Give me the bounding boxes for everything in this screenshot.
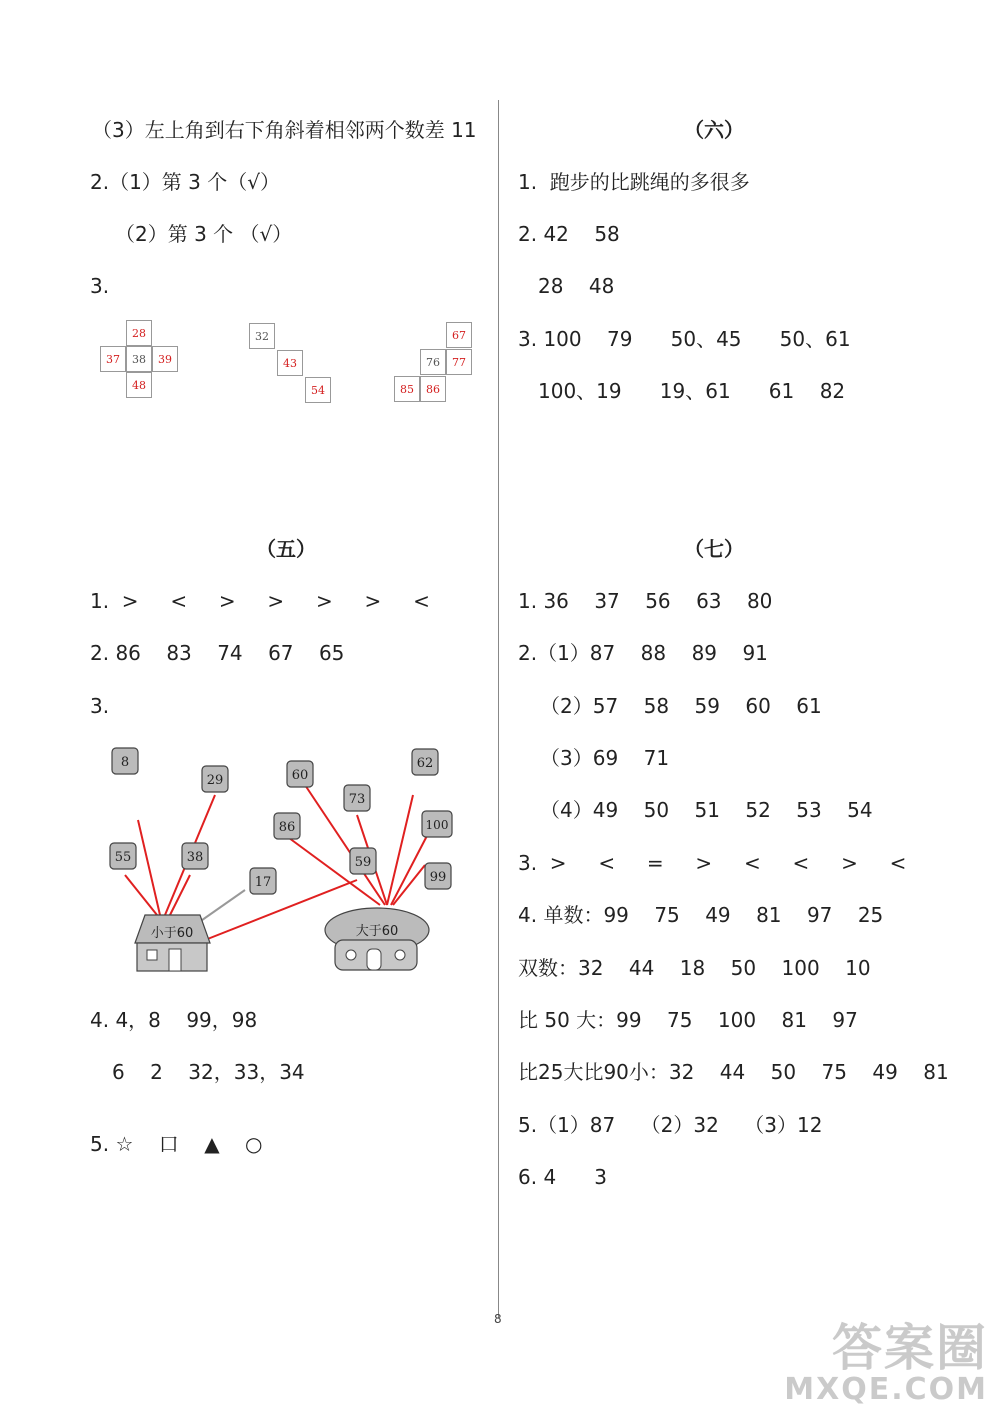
s7-q6: 6. 4 3 xyxy=(518,1165,608,1189)
character-number: 73 xyxy=(348,792,366,807)
character-number: 62 xyxy=(416,756,434,771)
s5-q2: 2. 86 83 74 67 65 xyxy=(90,641,345,665)
watermark-text: 答案圈 xyxy=(832,1319,988,1377)
grid-cell: 43 xyxy=(277,350,303,376)
watermark-url: MXQE.COM xyxy=(784,1372,988,1407)
s6-q1: 1. 跑步的比跳绳的多很多 xyxy=(518,170,750,194)
number-character xyxy=(350,848,376,874)
s6-q3-a: 3. 100 79 50、45 50、61 xyxy=(518,327,851,351)
s7-q4-even: 双数：32 44 18 50 100 10 xyxy=(518,956,871,980)
watermark xyxy=(784,1319,988,1407)
number-grid-cross xyxy=(98,320,188,402)
grid-cell: 37 xyxy=(100,346,126,372)
house-less-than-60 xyxy=(135,915,210,971)
character-number: 55 xyxy=(114,850,132,865)
character-number: 59 xyxy=(354,855,372,870)
character-number: 100 xyxy=(425,818,449,832)
s7-q2-1: 2.（1）87 88 89 91 xyxy=(518,641,768,665)
column-divider xyxy=(498,100,499,1318)
sorting-illustration xyxy=(95,735,475,975)
number-character xyxy=(344,785,370,811)
number-character xyxy=(110,843,136,869)
link-line xyxy=(195,890,245,925)
number-character xyxy=(112,748,138,774)
s5-q5: 5. ☆ 口 ▲ ○ xyxy=(90,1132,263,1156)
s7-q1: 1. 36 37 56 63 80 xyxy=(518,589,773,613)
s6-q3-b: 100、19 19、61 61 82 xyxy=(538,379,846,403)
s7-q2-4: （4）49 50 51 52 53 54 xyxy=(540,798,873,822)
section-6-heading: （六） xyxy=(684,118,744,142)
grid-cell: 76 xyxy=(420,349,446,375)
s5-q3-label: 3. xyxy=(90,694,110,718)
s7-q2-3: （3）69 71 xyxy=(540,746,670,770)
house-label: 小于60 xyxy=(150,926,194,941)
number-character xyxy=(287,761,313,787)
s7-q4-gt50: 比 50 大：99 75 100 81 97 xyxy=(518,1008,858,1032)
s5-q4-a: 4. 4，8 99，98 xyxy=(90,1008,258,1032)
s7-q2-2: （2）57 58 59 60 61 xyxy=(540,694,822,718)
page-number: 8 xyxy=(494,1312,502,1326)
s6-q2-b: 28 48 xyxy=(538,274,615,298)
number-character xyxy=(274,813,300,839)
section-7-heading: （七） xyxy=(684,537,744,561)
s5-q1: 1. > < > > > > < xyxy=(90,589,430,613)
grid-cell: 67 xyxy=(446,322,472,348)
s7-q4-odd: 4. 单数：99 75 49 81 97 25 xyxy=(518,903,884,927)
s6-q2-a: 2. 42 58 xyxy=(518,222,620,246)
number-grid-diagonal xyxy=(249,323,333,407)
character-number: 8 xyxy=(120,755,130,770)
number-character xyxy=(422,811,452,837)
number-character xyxy=(412,749,438,775)
character-number: 17 xyxy=(254,875,272,890)
s7-q3: 3. > < = > < < > < xyxy=(518,851,907,875)
s5-q4-b: 6 2 32，33，34 xyxy=(112,1060,305,1084)
grid-cell: 86 xyxy=(420,376,446,402)
number-grid-stair xyxy=(393,322,477,406)
grid-cell: 39 xyxy=(152,346,178,372)
answer-line-3: （3）左上角到右下角斜着相邻两个数差 11 xyxy=(92,118,477,142)
character-number: 86 xyxy=(278,820,296,835)
s7-q4-range: 比25大比90小：32 44 50 75 49 81 xyxy=(518,1060,949,1084)
character-number: 38 xyxy=(186,850,204,865)
number-character xyxy=(202,766,228,792)
section-5-heading: （五） xyxy=(256,537,316,561)
house-label: 大于60 xyxy=(355,924,399,939)
grid-cell: 48 xyxy=(126,372,152,398)
character-number: 60 xyxy=(291,768,309,783)
number-character xyxy=(425,863,451,889)
answer-q2-2: （2）第 3 个 （√） xyxy=(115,222,293,246)
character-number: 99 xyxy=(429,870,447,885)
answer-q2-1: 2.（1）第 3 个（√） xyxy=(90,170,280,194)
number-character xyxy=(182,843,208,869)
answer-q3-label: 3. xyxy=(90,274,110,298)
character-number: 29 xyxy=(206,773,224,788)
link-line xyxy=(138,820,160,915)
grid-cell: 32 xyxy=(249,323,275,349)
house-greater-than-60 xyxy=(325,908,429,970)
grid-cell: 85 xyxy=(394,376,420,402)
s7-q5: 5.（1）87 （2）32 （3）12 xyxy=(518,1113,823,1137)
number-character xyxy=(250,868,276,894)
grid-cell: 54 xyxy=(305,377,331,403)
grid-cell: 38 xyxy=(126,346,152,372)
grid-cell: 28 xyxy=(126,320,152,346)
grid-cell: 77 xyxy=(446,349,472,375)
